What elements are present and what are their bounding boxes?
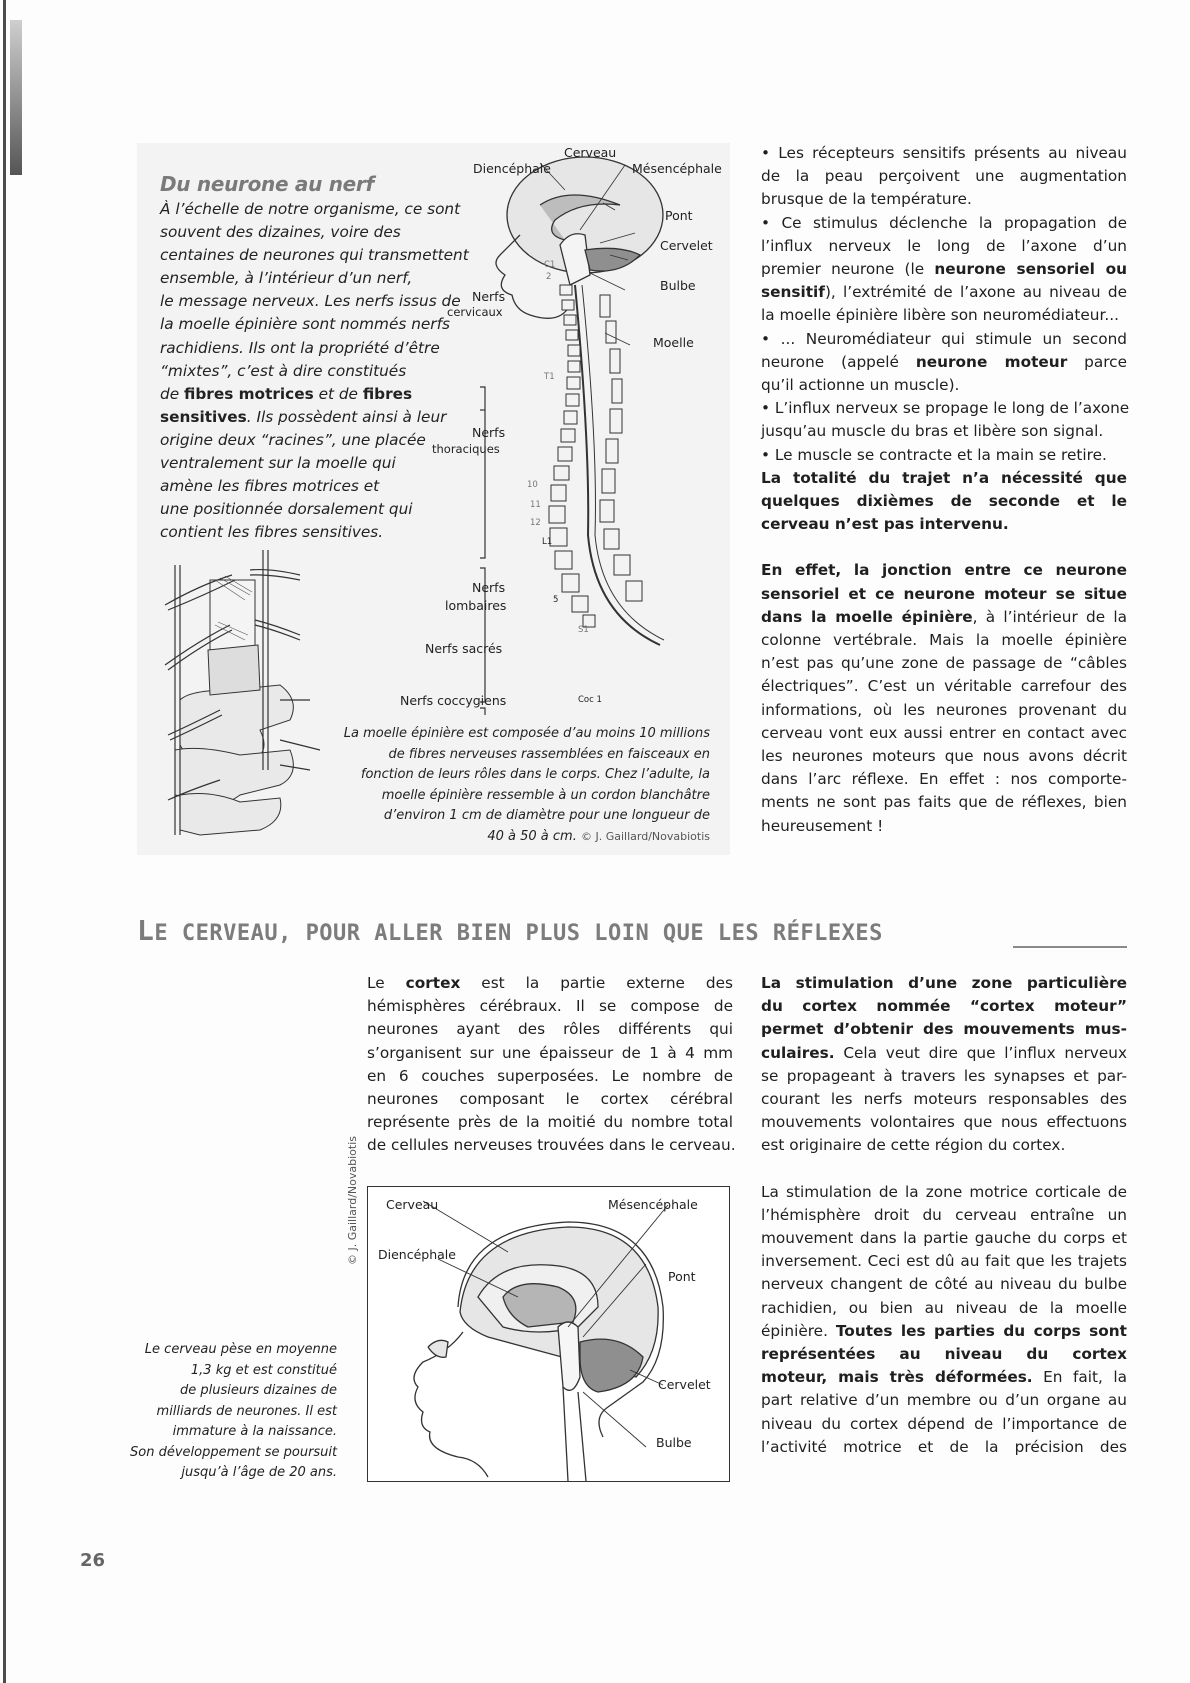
brain-label-cerveau: Cerveau xyxy=(386,1197,439,1212)
label-diencephale: Diencéphale xyxy=(473,161,551,176)
caption-line: immature à la naissance. xyxy=(172,1424,337,1439)
text-line: colonne vertébrale. Mais la moelle épinière xyxy=(761,631,1127,650)
brain-label-mesencephale: Mésencéphale xyxy=(608,1197,698,1212)
text-run: Le xyxy=(367,974,406,992)
text-line xyxy=(761,1366,1127,1389)
brain-label-cervelet: Cervelet xyxy=(658,1377,711,1392)
binding-gradient xyxy=(10,20,22,175)
text-line xyxy=(761,258,1127,281)
text-line xyxy=(160,383,460,406)
text-line: l’influx nerveux le long de l’axone d’un xyxy=(761,236,1127,255)
text-line: nerveux changent de côté au niveau du bulbe xyxy=(761,1275,1127,1294)
brain-caption xyxy=(130,1340,337,1484)
vertebra-label: Coc 1 xyxy=(578,695,602,705)
text-line: La stimulation d’une zone particulière xyxy=(761,974,1127,992)
bold-term: sensitif xyxy=(761,283,825,302)
text-line: les neurones moteurs que nous avons décrit xyxy=(761,747,1127,766)
text-line: • L’influx nerveux se propage le long de l’axone xyxy=(761,399,1130,418)
text-line: du cortex nommée “cortex moteur” xyxy=(761,997,1127,1016)
text-line: • Ce stimulus déclenche la propagation de xyxy=(761,213,1127,232)
text-run: est la partie externe des xyxy=(460,974,734,992)
brain-label-diencephale: Diencéphale xyxy=(378,1247,456,1262)
caption-line: d’environ 1 cm de diamètre pour une longueur de xyxy=(383,808,710,823)
label-cerveau: Cerveau xyxy=(564,145,617,160)
caption-line: de plusieurs dizaines de xyxy=(179,1383,337,1398)
bold-term: neurone moteur xyxy=(915,352,1068,371)
text-line: quelques dixièmes de seconde et le xyxy=(761,492,1127,511)
cortex-text-column xyxy=(367,972,736,1158)
label-nerfs-sacres: Nerfs sacrés xyxy=(425,641,503,656)
heading-rule xyxy=(1013,946,1127,948)
heading-cap: L xyxy=(137,914,155,947)
vertebra-label: S1 xyxy=(578,625,589,635)
text-line: • Le muscle se contracte et la main se retire. xyxy=(761,445,1107,464)
text-line: origine deux “racines”, une placée xyxy=(160,430,426,449)
text-line: “mixtes”, c’est à dire constitués xyxy=(160,361,407,380)
text-line: hémisphères cérébraux. Il se compose de xyxy=(367,997,733,1016)
brain-figure-credit: © J. Gaillard/Novabiotis xyxy=(346,1135,359,1265)
caption-text: 40 à 50 à cm. xyxy=(487,828,581,844)
text-line: en 6 couches superposées. Le nombre de xyxy=(367,1066,733,1085)
text-line: sensoriel et ce neurone moteur se situe xyxy=(761,584,1127,603)
spacer xyxy=(761,536,1127,559)
motor-cortex-text-column xyxy=(761,972,1127,1459)
label-nerfs-cervicaux-2: cervicaux xyxy=(447,305,503,319)
text-line: la moelle épinière sont nommés nerfs xyxy=(160,315,450,334)
label-nerfs-lombaires: Nerfs xyxy=(472,580,506,595)
text-line: l’activité motrice et de la précision des xyxy=(761,1437,1127,1456)
text-line: l’hémisphère droit du cerveau entraîne un xyxy=(761,1205,1127,1224)
bold-term: cortex xyxy=(405,974,461,992)
text-line: courant les nerfs moteurs responsables des xyxy=(761,1090,1127,1109)
caption-line: Son développement se poursuit xyxy=(130,1444,338,1460)
text-line: n’est pas qu’une zone de passage de “câbles xyxy=(761,654,1127,673)
text-run: parce xyxy=(1067,352,1127,371)
text-run: . Ils possèdent ainsi à leur xyxy=(246,407,447,426)
label-cervelet: Cervelet xyxy=(660,238,713,253)
spacer xyxy=(761,1158,1127,1181)
text-line: jusqu’au muscle du bras et libère son signal. xyxy=(761,422,1104,441)
text-line: le message nerveux. Les nerfs issus de xyxy=(160,292,461,311)
text-line: informations, où les neurones provenant du xyxy=(761,700,1127,719)
page-number: 26 xyxy=(80,1550,106,1571)
text-line: ensemble, à l’intérieur d’un nerf, xyxy=(160,269,413,288)
text-line: représentées au niveau du cortex xyxy=(761,1345,1127,1364)
text-line: La totalité du trajet n’a nécessité que xyxy=(761,468,1127,487)
text-line: la moelle épinière libère son neuromédiateur... xyxy=(761,306,1119,325)
text-line: En effet, la jonction entre ce neurone xyxy=(761,561,1127,580)
text-line: représente près de la moitié du nombre total xyxy=(367,1113,733,1132)
text-run: ), l’extrémité de l’axone au niveau de xyxy=(824,283,1127,302)
text-line xyxy=(761,281,1127,304)
info-box-title: Du neurone au nerf xyxy=(160,172,374,196)
bold-term: fibres motrices xyxy=(183,384,314,403)
text-line: rachidiens. Ils ont la propriété d’être xyxy=(160,338,440,357)
text-line: À l’échelle de notre organisme, ce sont xyxy=(160,200,461,218)
label-nerfs-coccygiens: Nerfs coccygiens xyxy=(400,693,507,708)
text-line: est originaire de cette région du cortex. xyxy=(761,1136,1066,1155)
label-nerfs-lombaires-2: lombaires xyxy=(445,598,507,613)
text-line: rachidien, ou bien au niveau de la moelle xyxy=(761,1298,1127,1317)
text-line: se propageant à travers les synapses et par- xyxy=(761,1066,1127,1085)
label-nerfs-thoraciques: Nerfs xyxy=(472,425,506,440)
text-run: neurone (appelé xyxy=(761,352,916,371)
vertebra-label: 11 xyxy=(530,500,541,510)
vertebra-label: 10 xyxy=(527,480,538,490)
bold-term: fibres xyxy=(362,384,413,403)
text-line: inversement. Ceci est dû au fait que les trajets xyxy=(761,1252,1127,1271)
vertebra-label: 12 xyxy=(530,518,541,528)
text-run: premier neurone (le xyxy=(761,260,935,279)
bold-term: moteur, mais très déformées. xyxy=(761,1368,1033,1387)
spinal-nerve-roots-illustration xyxy=(160,540,325,840)
text-line xyxy=(160,406,460,429)
spine-drawing xyxy=(420,145,730,715)
binding-shadow xyxy=(3,0,6,1683)
text-run: Cela veut dire que l’influx nerveux xyxy=(834,1043,1127,1062)
bold-term: neurone sensoriel ou xyxy=(934,260,1127,279)
text-line: électriques”. C’est un véritable carrefour des xyxy=(761,677,1127,696)
text-line: centaines de neurones qui transmettent xyxy=(160,246,469,265)
text-line: mouvement dans la partie gauche du corps et xyxy=(761,1229,1127,1248)
text-line: ventralement sur la moelle qui xyxy=(160,454,396,473)
text-line: de cellules nerveuses trouvées dans le cerveau. xyxy=(367,1136,736,1155)
text-line: heureusement ! xyxy=(761,816,884,835)
reflex-text-column xyxy=(761,142,1130,838)
section-heading xyxy=(137,914,883,947)
label-mesencephale: Mésencéphale xyxy=(632,161,722,176)
caption-line: de fibres nerveuses rassemblées en faisceaux en xyxy=(388,746,710,762)
vertebra-label: C1 xyxy=(544,260,556,270)
text-run: , à l’intérieur de la xyxy=(972,607,1127,626)
text-line: dans l’arc réflexe. En effet : nos comporte- xyxy=(761,770,1127,789)
caption-line: La moelle épinière est composée d’au moins 10 millions xyxy=(343,726,710,741)
vertebra-label: 5 xyxy=(553,595,559,605)
vertebra-label: T1 xyxy=(544,372,555,382)
text-line: La stimulation de la zone motrice corticale de xyxy=(761,1182,1127,1201)
spine-caption xyxy=(335,724,710,847)
text-line: cerveau vont eux aussi entrer en contact avec xyxy=(761,723,1127,742)
text-line: qu’il actionne un muscle). xyxy=(761,376,960,395)
text-line: une positionnée dorsalement qui xyxy=(160,500,413,519)
text-line: s’organisent sur une épaisseur de 1 à 4 mm xyxy=(367,1043,733,1062)
bold-term: sensitives xyxy=(160,407,247,426)
caption-line: fonction de leurs rôles dans le corps. Chez l’adulte, la xyxy=(360,767,710,782)
caption-line: jusqu’à l’âge de 20 ans. xyxy=(181,1465,337,1480)
page-binding-edge xyxy=(0,0,18,1683)
vertebra-label: L1 xyxy=(542,537,553,547)
caption-line xyxy=(335,827,710,848)
bold-term: Toutes les parties du corps sont xyxy=(835,1321,1127,1340)
caption-line: moelle épinière ressemble à un cordon blanchâtre xyxy=(381,787,710,803)
text-line: • Les récepteurs sensitifs présents au niveau xyxy=(761,144,1127,162)
bold-term: dans la moelle épinière xyxy=(761,607,973,626)
text-run: et de xyxy=(313,384,363,403)
caption-line: 1,3 kg et est constitué xyxy=(190,1362,337,1378)
heading-rest: POUR ALLER BIEN PLUS LOIN QUE LES RÉFLEXES xyxy=(305,921,883,946)
brain-label-pont: Pont xyxy=(668,1269,696,1284)
brain-diagram xyxy=(367,1186,730,1482)
text-line: de la peau perçoivent une augmentation xyxy=(761,167,1127,186)
caption-line: Le cerveau pèse en moyenne xyxy=(144,1342,337,1357)
text-run: En fait, la xyxy=(1032,1368,1127,1387)
text-line: part relative d’un membre ou d’un organe au xyxy=(761,1391,1127,1410)
photo-credit: © J. Gaillard/Novabiotis xyxy=(580,829,710,843)
spine-diagram xyxy=(400,145,730,715)
label-pont: Pont xyxy=(665,208,693,223)
text-line xyxy=(761,1042,1127,1065)
text-line: neurones ayant des rôles différents qui xyxy=(367,1020,733,1039)
text-line xyxy=(761,606,1127,629)
text-run: de xyxy=(160,384,184,403)
text-line: contient les fibres sensitives. xyxy=(160,523,384,542)
text-line: souvent des dizaines, voire des xyxy=(160,223,401,242)
label-nerfs-cervicaux: Nerfs xyxy=(472,289,506,304)
text-line: ments ne sont pas faits que de réflexes, bien xyxy=(761,793,1127,812)
text-line xyxy=(367,972,733,995)
text-line: permet d’obtenir des mouvements mus- xyxy=(761,1020,1127,1039)
text-line: amène les fibres motrices et xyxy=(160,477,380,496)
vertebra-label: 2 xyxy=(546,272,552,282)
text-line: neurones composant le cortex cérébral xyxy=(367,1090,733,1109)
text-line xyxy=(761,1320,1127,1343)
heading-rest: E CERVEAU, xyxy=(154,921,306,946)
label-nerfs-thoraciques-2: thoraciques xyxy=(432,442,500,456)
brain-label-bulbe: Bulbe xyxy=(656,1435,692,1450)
text-run: épinière. xyxy=(761,1321,836,1340)
text-line: brusque de la température. xyxy=(761,190,972,209)
text-line: niveau du cortex dépend de l’importance de xyxy=(761,1414,1127,1433)
text-line: cerveau n’est pas intervenu. xyxy=(761,515,1009,534)
text-line: mouvements volontaires que nous effectuons xyxy=(761,1113,1127,1132)
text-line xyxy=(761,351,1127,374)
caption-line: milliards de neurones. Il est xyxy=(156,1403,337,1419)
label-moelle: Moelle xyxy=(653,335,694,350)
bold-term: culaires. xyxy=(761,1043,835,1062)
text-line: • ... Neuromédiateur qui stimule un second xyxy=(761,329,1127,348)
label-bulbe: Bulbe xyxy=(660,278,696,293)
